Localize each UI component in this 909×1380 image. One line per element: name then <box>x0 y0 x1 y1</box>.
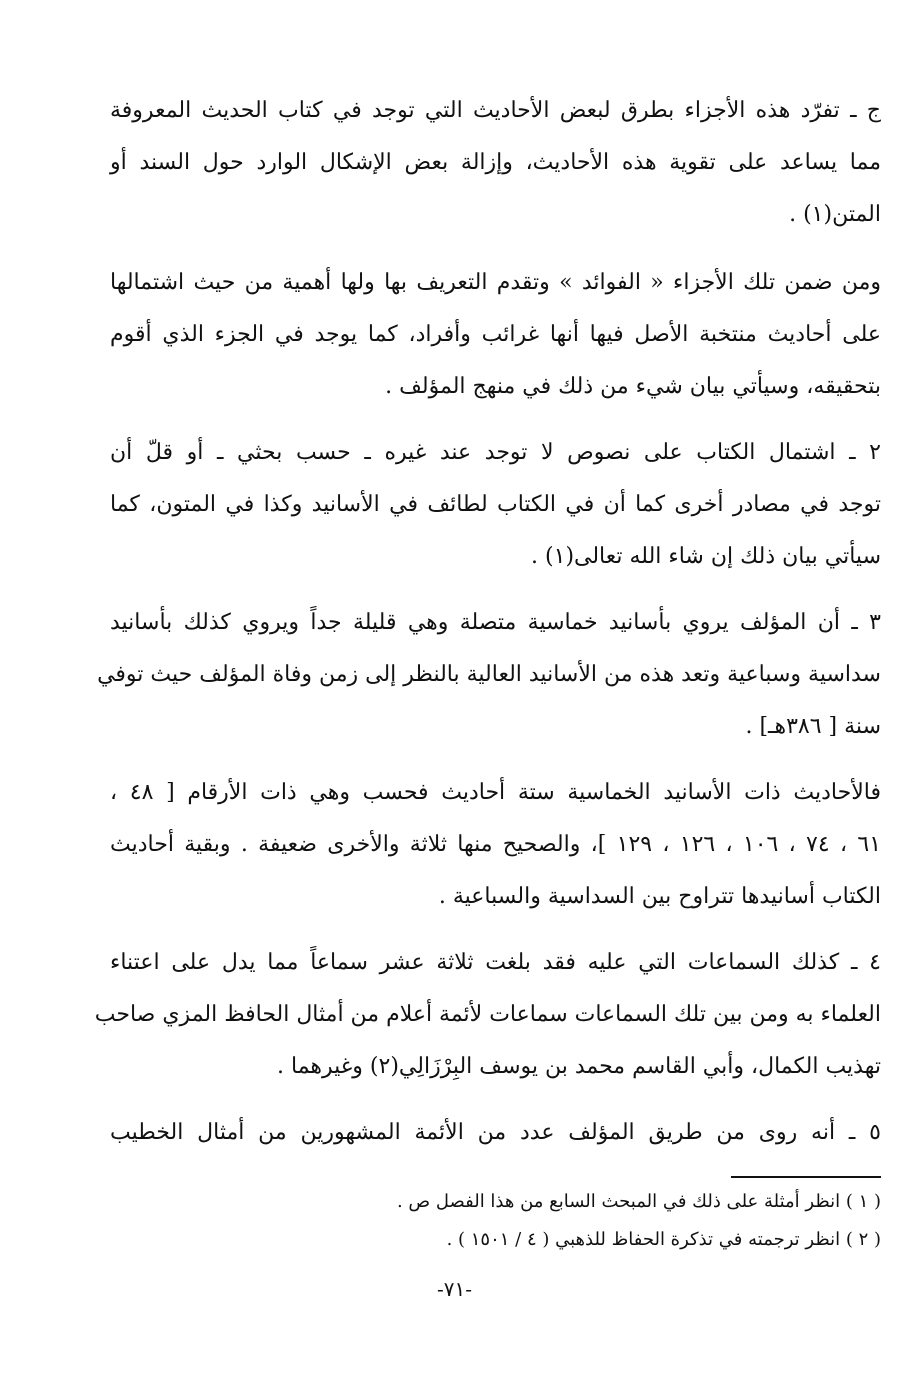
para-2-line-3: بتحقيقه، وسيأتي بيان شيء من ذلك في منهج المؤلف . <box>385 374 881 399</box>
para-5-line-2: ٦١ ، ٧٤ ، ١٠٦ ، ١٢٦ ، ١٢٩ ]، والصحيح منها ثلاثة والأخرى ضعيفة . وبقية أحاديث <box>110 832 882 857</box>
para-6-line-1: ٤ ـ كذلك السماعات التي عليه فقد بلغت ثلاثة عشر سماعاً مما يدل على اعتناء <box>110 950 881 975</box>
footnote-1: ( ١ ) انظر أمثلة على ذلك في المبحث السابع من هذا الفصل ص . <box>396 1191 881 1212</box>
para-2-line-2: على أحاديث منتخبة الأصل فيها أنها غرائب وأفراد، كما يوجد في الجزء الذي أقوم <box>110 322 881 347</box>
para-5-line-1: فالأحاديث ذات الأسانيد الخماسية ستة أحاديث فحسب وهي ذات الأرقام [ ٤٨ ، <box>110 780 881 805</box>
para-4-line-2: سداسية وسباعية وتعد هذه من الأسانيد العالية بالنظر إلى زمن وفاة المؤلف حيث توفي <box>97 662 881 687</box>
footnote-separator <box>731 1176 881 1178</box>
para-6-line-3: تهذيب الكمال، وأبي القاسم محمد بن يوسف البِرْزَالِي(٢) وغيرهما . <box>277 1054 881 1079</box>
para-4-line-3: سنة [ ٣٨٦هـ] . <box>745 714 881 739</box>
para-6-line-2: العلماء به ومن بين تلك السماعات سماعات لأئمة أعلام من أمثال الحافظ المزي صاحب <box>94 1002 881 1027</box>
para-1-line-3: المتن(١) . <box>789 202 881 227</box>
para-1-line-2: مما يساعد على تقوية هذه الأحاديث، وإزالة بعض الإشكال الوارد حول السند أو <box>110 150 881 175</box>
para-3-line-1: ٢ ـ اشتمال الكتاب على نصوص لا توجد عند غيره ـ حسب بحثي ـ أو قلّ أن <box>110 440 881 465</box>
para-4-line-1: ٣ ـ أن المؤلف يروي بأسانيد خماسية متصلة وهي قليلة جداً ويروي كذلك بأسانيد <box>110 610 881 635</box>
para-3-line-2: توجد في مصادر أخرى كما أن في الكتاب لطائف في الأسانيد وكذا في المتون، كما <box>110 492 881 517</box>
footnote-2: ( ٢ ) انظر ترجمته في تذكرة الحفاظ للذهبي ( ٤ / ١٥٠١ ) . <box>446 1229 881 1250</box>
para-5-line-3: الكتاب أسانيدها تتراوح بين السداسية والسباعية . <box>438 884 881 909</box>
para-2-line-1: ومن ضمن تلك الأجزاء « الفوائد » وتقدم التعريف بها ولها أهمية من حيث اشتمالها <box>110 270 881 295</box>
para-7-line-1: ٥ ـ أنه روى من طريق المؤلف عدد من الأئمة المشهورين من أمثال الخطيب <box>110 1120 881 1145</box>
para-3-line-3: سيأتي بيان ذلك إن شاء الله تعالى(١) . <box>531 544 881 569</box>
page-number: -٧١- <box>436 1277 472 1301</box>
para-1-line-1: ج ـ تفرّد هذه الأجزاء بطرق لبعض الأحاديث التي توجد في كتاب الحديث المعروفة <box>110 98 881 123</box>
